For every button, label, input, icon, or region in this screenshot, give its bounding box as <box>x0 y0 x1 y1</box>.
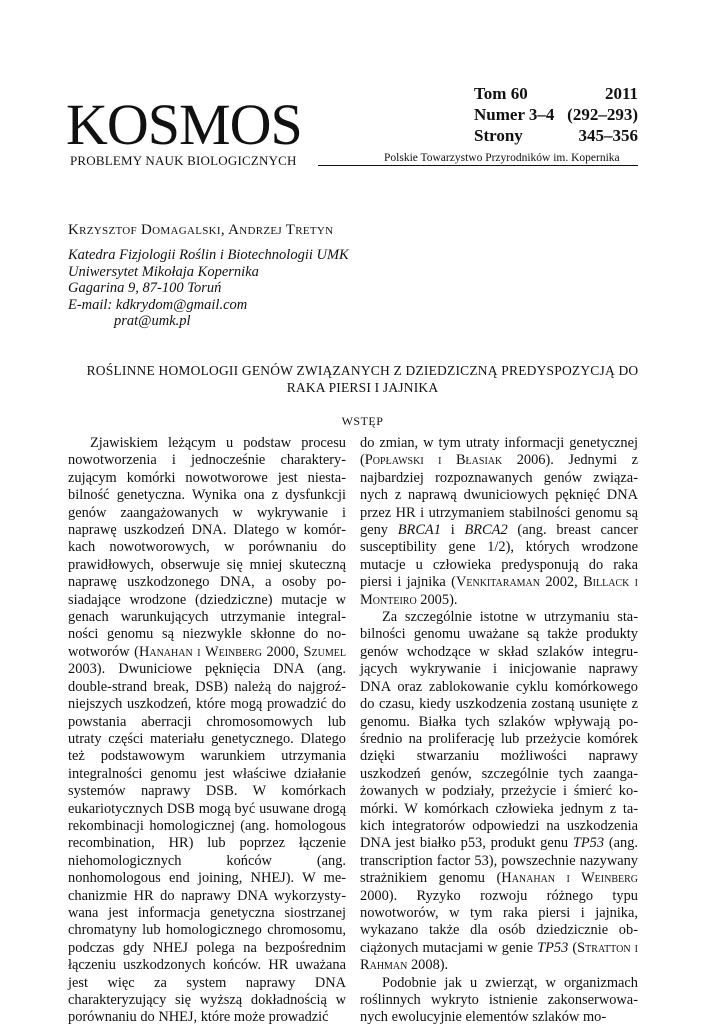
year: 2011 <box>604 84 638 103</box>
article-title-line-1: ROŚLINNE HOMOLOGII GENÓW ZWIĄZANYCH Z DZIEDZICZNĄ PREDYSPOZYCJĄ DO <box>86 363 639 378</box>
citation: Venkitaraman <box>455 574 540 591</box>
pages-range: 345–356 <box>578 126 638 145</box>
text: Podobnie jak u zwierząt, w organizmach roślinnych wykryto istnienie zakonserwowanych ewolucyjnie elementów szlaków mo- <box>360 974 638 1026</box>
gene-name: TP53 <box>537 939 569 956</box>
pages-label: Strony <box>474 126 523 145</box>
gene-name: BRCA1 <box>397 522 441 539</box>
text: (ang. breast cancer susceptibility gene 1/2), których wrodzone mutacje u człowieka predysponują do raka piersi i jajnika ( <box>360 522 639 591</box>
text: i <box>440 522 465 539</box>
text: 2002, <box>540 574 584 591</box>
text: 2000). Ryzyko rozwoju różnego typu nowotworów, w tym raka piersi i jajnika, wykazano także dla osób dziedzicznie obciążonych mutacjami w genie <box>360 887 638 956</box>
gene-name: TP53 <box>572 835 605 852</box>
article-title <box>60 362 665 396</box>
header-rule <box>318 165 638 166</box>
text: 2006). Jednymi z najbardziej rozpoznawanych genów związanych z naprawą dwuniciowych pęknięć DNA przez HR i utrzymaniem stabilności genomu są geny <box>360 452 638 539</box>
issue-pages: (292–293) <box>567 105 638 124</box>
affiliation-address: Gagarina 9, 87-100 Toruń <box>68 280 222 296</box>
text: Za szczególnie istotne w utrzymaniu stabilności genomu uważane są także produkty genów wchodzące w skład szlaków integrujących wykrywanie i inicjowanie naprawy DNA oraz zablokowanie cyklu komórkowego do czasu, kiedy uszkodzenia zostaną usunięte z genomu. Białka tych szlaków wpływają pośrednio na proliferację lub przeżycie komórek dzięki stwarzaniu możliwości naprawy uszkodzeń genów, szczególnie tych zaangażowanych w podziały, przeżycie i śmierć komórki. W komórkach człowieka jednym z takich integratorów odpowiedzi na uszkodzenia DNA jest białko p53, produkt genu <box>360 609 638 852</box>
affiliation-dept: Katedra Fizjologii Roślin i Biotechnologii UMK <box>68 247 349 263</box>
affiliation <box>68 247 349 330</box>
gene-name: BRCA2 <box>464 522 508 539</box>
society-name: Polskie Towarzystwo Przyrodników im. Kopernika <box>384 152 620 164</box>
text: 2008). <box>407 957 449 974</box>
journal-logo: KOSMOS <box>66 92 302 157</box>
affiliation-email: E-mail: kdkrydom@gmail.com <box>68 296 248 313</box>
affiliation-univ: Uniwersytet Mikołaja Kopernika <box>68 263 259 280</box>
journal-subtitle: PROBLEMY NAUK BIOLOGICZNYCH <box>70 153 297 168</box>
paragraph <box>68 435 346 1027</box>
text: ( <box>568 939 578 956</box>
citation: Szumel <box>303 643 346 660</box>
citation: Billack i Monteiro <box>360 574 639 608</box>
citation: Hanahan i Weinberg <box>138 643 262 660</box>
left-column <box>68 435 346 1027</box>
citation: Stratton i Rahman <box>360 939 638 974</box>
authors: Krzysztof Domagalski, Andrzej Tretyn <box>68 222 334 238</box>
volume-label: Tom 60 <box>474 84 528 103</box>
citation: Popławski i Błasiak <box>364 452 503 469</box>
text: 2000, <box>261 643 304 660</box>
paragraph <box>360 435 638 609</box>
text: (ang. transcription factor 53), powszechnie nazywany strażnikiem genomu ( <box>360 835 638 887</box>
paragraph <box>360 975 638 1027</box>
text: 2003). Dwuniciowe pęknięcia DNA (ang. double-strand break, DSB) należą do najgroźniejszych uszkodzeń, które mogą prowadzić do powstania aberracji chromosomowych lub utraty części materiału genetycznego. Dlatego też podstawowym warunkiem utrzymania integralności genomu jest właściwe działanie systemów naprawy DSB. W komórkach eukariotycznych DSB mogą być usuwane drogą rekombinacji homologicznej (ang. homologous recombination, HR) lub poprzez łączenie niehomologicznych końców (ang. nonhomologous end joining, NHEJ). W mechanizmie HR do naprawy DNA wykorzystywana jest informacja genetyczna siostrzanej chromatyny lub homologicznego chromosomu, podczas gdy NHEJ polega na bezpośrednim łączeniu uszkodzonych końców. HR uważana jest więc za system naprawy DNA charakteryzujący się wyższą dokładnością w porównaniu do NHEJ, które może prowadzić <box>68 661 346 1026</box>
text: Zjawiskiem leżącym u podstaw procesu nowotworzenia i jednocześnie charakteryzującym komórki nowotworowe jest niestabilność genetyczna. Wynika ona z dysfunkcji genów zaangażowanych w wykrywanie i naprawę uszkodzeń DNA. Dlatego w komórkach nowotworowych, w porównaniu do prawidłowych, obserwuje się mniej skuteczną naprawę uszkodzonego DNA, a osoby posiadające wrodzone (dziedziczne) mutacje w genach warunkujących utrzymanie integralności genomu są niezwykle skłonne do nowotworów ( <box>68 435 346 660</box>
citation: Hanahan i Weinberg <box>501 870 639 887</box>
issue-label: Numer 3–4 <box>474 105 555 124</box>
text: 2005). <box>416 591 458 608</box>
article-title-line-2: RAKA PIERSI I JAJNIKA <box>286 380 439 395</box>
text: do zmian, w tym utraty informacji genetycznej ( <box>360 435 638 469</box>
right-column <box>360 435 638 1027</box>
paragraph <box>360 609 638 975</box>
affiliation-email-2: prat@umk.pl <box>114 313 191 329</box>
section-heading: WSTĘP <box>341 414 384 428</box>
